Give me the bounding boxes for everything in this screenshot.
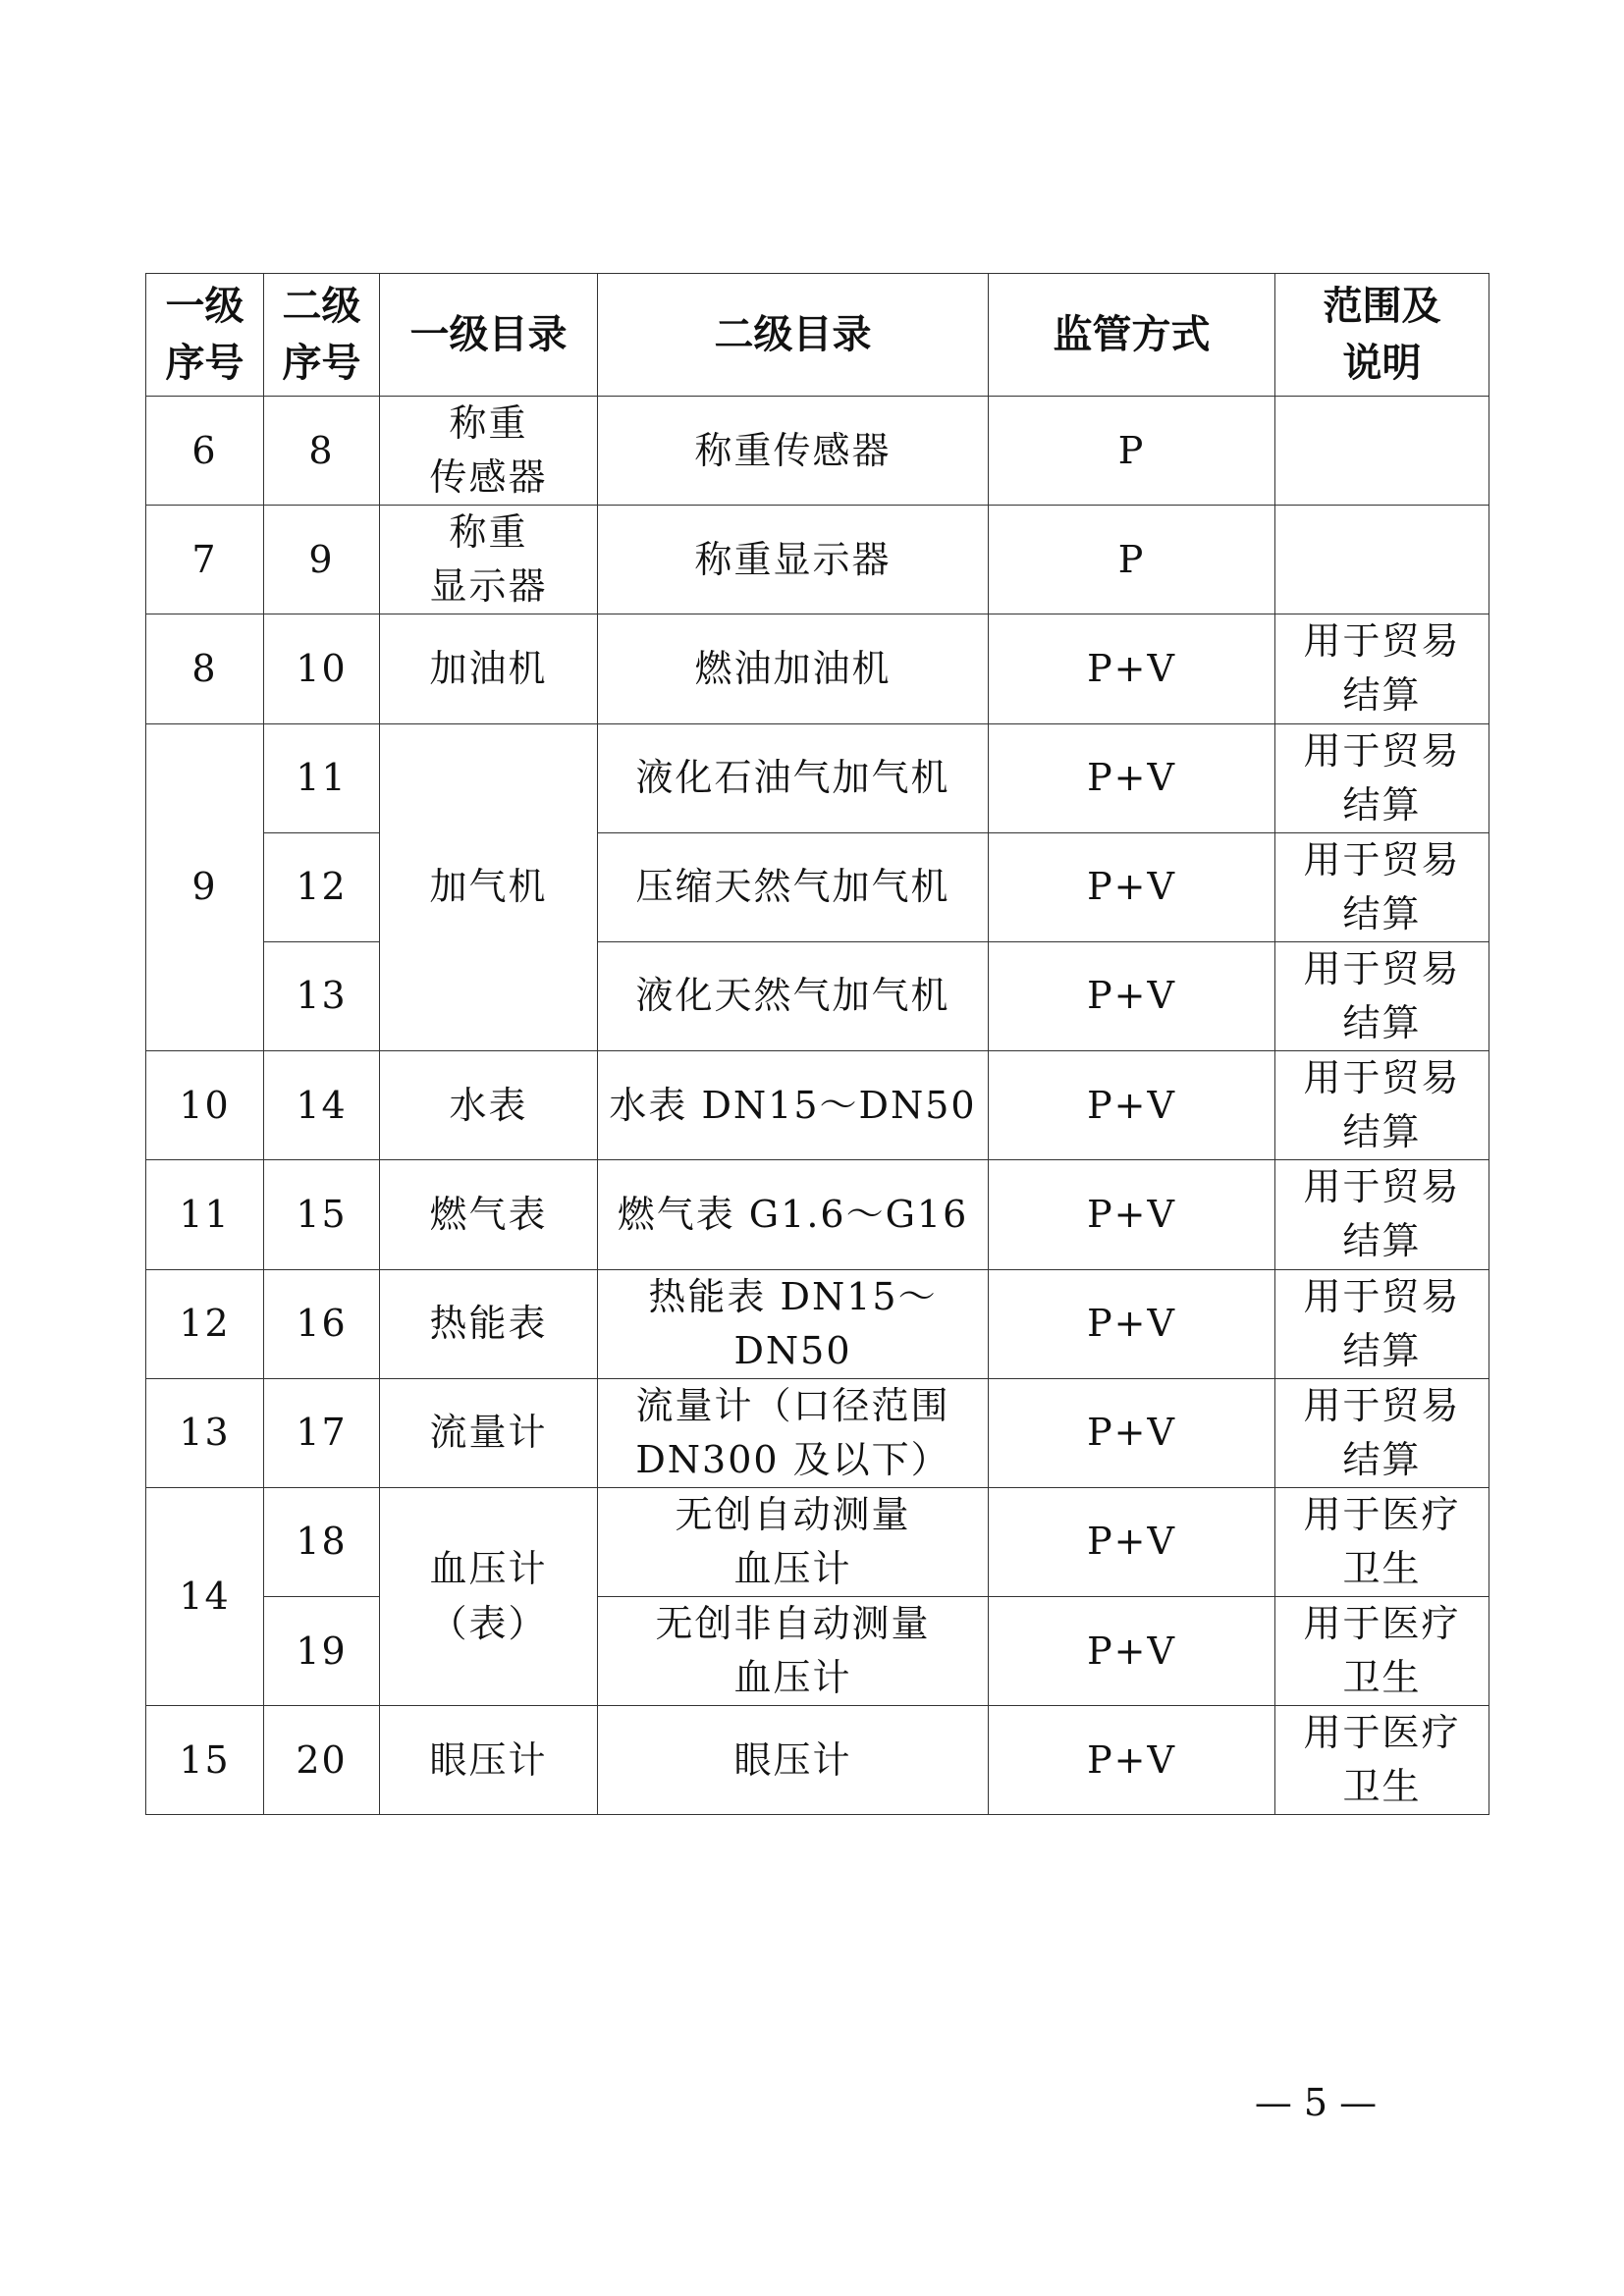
level2-catalog-cell: 无创自动测量 血压计 [598,1487,989,1596]
table-body [146,397,1489,1815]
supervision-method-cell: P [989,397,1275,506]
table-row [146,1487,1489,1596]
level1-number-cell: 9 [146,723,264,1051]
table-row [146,723,1489,832]
scope-notes-cell [1275,506,1489,614]
level2-number-cell: 8 [264,397,380,506]
page-number: — 5 — [1254,2081,1378,2124]
level1-catalog-cell: 流量计 [380,1378,598,1487]
supervision-method-cell: P+V [989,1597,1275,1706]
level2-number-cell: 19 [264,1597,380,1706]
table-header-row [146,274,1489,397]
level1-number-cell: 7 [146,506,264,614]
table-row [146,832,1489,941]
level1-catalog-cell: 水表 [380,1051,598,1160]
level2-number-cell: 10 [264,614,380,723]
level2-catalog-cell: 燃气表 G1.6～G16 [598,1160,989,1269]
header-level1-number: 一级 序号 [146,274,264,397]
level2-catalog-cell: 流量计（口径范围 DN300 及以下） [598,1378,989,1487]
level2-catalog-cell: 热能表 DN15～DN50 [598,1269,989,1378]
level2-catalog-cell: 燃油加油机 [598,614,989,723]
scope-notes-cell [1275,397,1489,506]
level2-catalog-cell: 液化石油气加气机 [598,723,989,832]
level2-catalog-cell: 无创非自动测量 血压计 [598,1597,989,1706]
level2-catalog-cell: 眼压计 [598,1706,989,1815]
level2-number-cell: 16 [264,1269,380,1378]
scope-notes-cell: 用于贸易 结算 [1275,723,1489,832]
level1-number-cell: 10 [146,1051,264,1160]
level1-catalog-cell: 称重 显示器 [380,506,598,614]
level1-number-cell: 13 [146,1378,264,1487]
table-row [146,397,1489,506]
scope-notes-cell: 用于贸易 结算 [1275,1160,1489,1269]
header-level1-catalog: 一级目录 [380,274,598,397]
supervision-method-cell: P+V [989,1160,1275,1269]
scope-notes-cell: 用于贸易 结算 [1275,1269,1489,1378]
level1-catalog-cell: 血压计 （表） [380,1487,598,1705]
scope-notes-cell: 用于贸易 结算 [1275,614,1489,723]
level2-number-cell: 13 [264,941,380,1050]
table-row [146,1378,1489,1487]
level2-catalog-cell: 称重显示器 [598,506,989,614]
table-row [146,1160,1489,1269]
header-level2-number: 二级 序号 [264,274,380,397]
level2-number-cell: 20 [264,1706,380,1815]
level2-number-cell: 12 [264,832,380,941]
level1-catalog-cell: 称重 传感器 [380,397,598,506]
level1-catalog-cell: 加气机 [380,723,598,1051]
header-scope-notes: 范围及 说明 [1275,274,1489,397]
level1-catalog-cell: 眼压计 [380,1706,598,1815]
level2-catalog-cell: 称重传感器 [598,397,989,506]
header-supervision-method: 监管方式 [989,274,1275,397]
level2-number-cell: 9 [264,506,380,614]
scope-notes-cell: 用于贸易 结算 [1275,1051,1489,1160]
table-row [146,1706,1489,1815]
supervision-method-cell: P+V [989,1706,1275,1815]
supervision-method-cell: P+V [989,941,1275,1050]
supervision-method-cell: P+V [989,1051,1275,1160]
level2-catalog-cell: 液化天然气加气机 [598,941,989,1050]
table-row [146,506,1489,614]
level2-number-cell: 11 [264,723,380,832]
supervision-method-cell: P+V [989,614,1275,723]
level2-number-cell: 14 [264,1051,380,1160]
supervision-method-cell: P+V [989,1269,1275,1378]
scope-notes-cell: 用于医疗 卫生 [1275,1487,1489,1596]
level2-number-cell: 15 [264,1160,380,1269]
level2-number-cell: 17 [264,1378,380,1487]
table-row [146,614,1489,723]
scope-notes-cell: 用于贸易 结算 [1275,941,1489,1050]
level1-number-cell: 6 [146,397,264,506]
supervision-method-cell: P+V [989,832,1275,941]
table-row [146,941,1489,1050]
level1-number-cell: 14 [146,1487,264,1705]
measuring-instrument-catalog-table [145,273,1489,1815]
supervision-method-cell: P+V [989,1378,1275,1487]
level1-number-cell: 8 [146,614,264,723]
level1-number-cell: 11 [146,1160,264,1269]
level2-catalog-cell: 压缩天然气加气机 [598,832,989,941]
level1-catalog-cell: 燃气表 [380,1160,598,1269]
supervision-method-cell: P+V [989,723,1275,832]
scope-notes-cell: 用于贸易 结算 [1275,832,1489,941]
scope-notes-cell: 用于医疗 卫生 [1275,1597,1489,1706]
scope-notes-cell: 用于贸易 结算 [1275,1378,1489,1487]
level1-catalog-cell: 加油机 [380,614,598,723]
scope-notes-cell: 用于医疗 卫生 [1275,1706,1489,1815]
level1-number-cell: 15 [146,1706,264,1815]
table-row [146,1269,1489,1378]
table-row [146,1051,1489,1160]
supervision-method-cell: P [989,506,1275,614]
level2-number-cell: 18 [264,1487,380,1596]
level1-catalog-cell: 热能表 [380,1269,598,1378]
level2-catalog-cell: 水表 DN15～DN50 [598,1051,989,1160]
table-row [146,1597,1489,1706]
supervision-method-cell: P+V [989,1487,1275,1596]
header-level2-catalog: 二级目录 [598,274,989,397]
level1-number-cell: 12 [146,1269,264,1378]
